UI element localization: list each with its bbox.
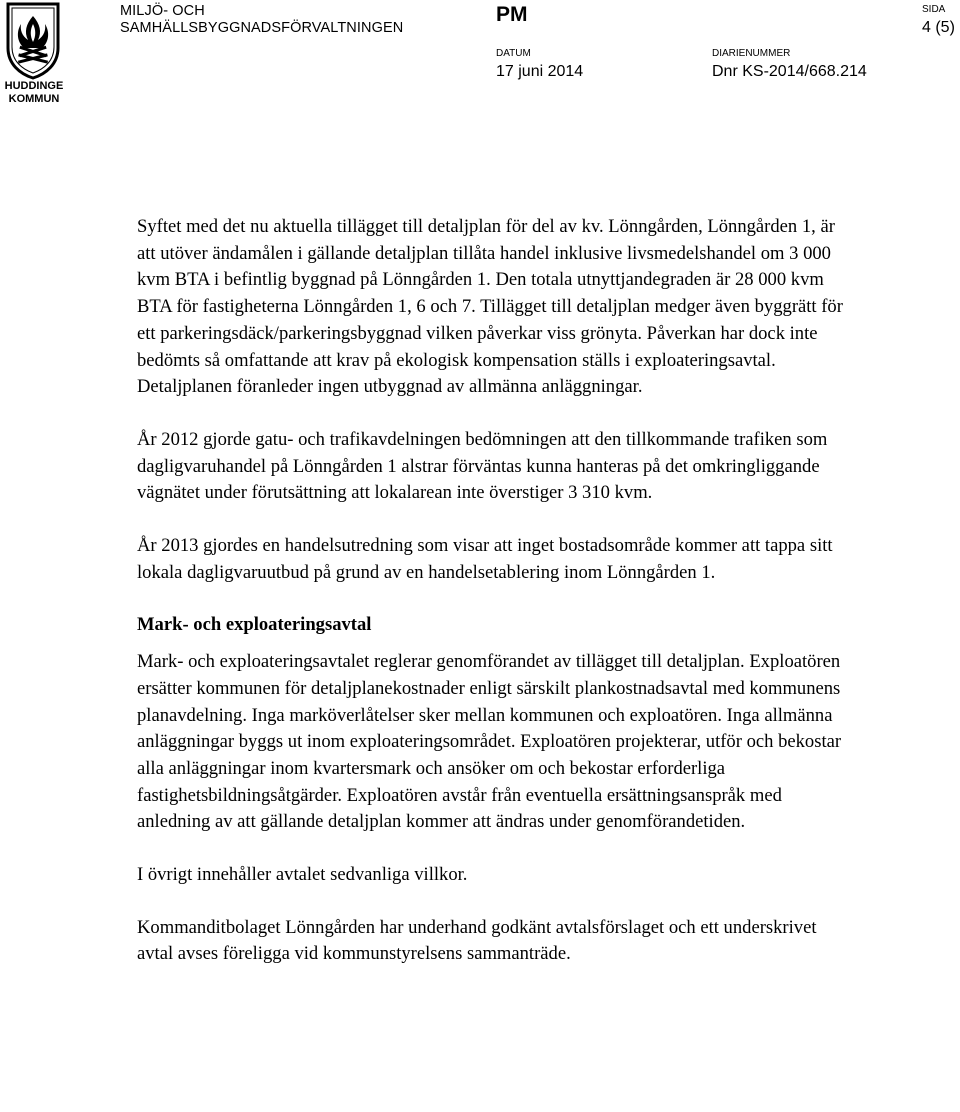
- diary-number-label: DIARIENUMMER: [712, 48, 791, 59]
- page-number: 4 (5): [922, 19, 955, 36]
- paragraph-other-terms: I övrigt innehåller avtalet sedvanliga villkor.: [137, 864, 468, 886]
- logo-text: HUDDINGE KOMMUN: [4, 80, 64, 105]
- section-heading: Mark- och exploateringsavtal: [137, 614, 372, 636]
- department-name: [120, 3, 403, 37]
- date-label: DATUM: [496, 48, 531, 59]
- paragraph-retail-study: År 2013 gjordes en handelsutredning som visar att inget bostadsområde kommer att tappa sitt lokala dagligvaruutbud på grund av en handelsetablering inom Lönngården 1.: [137, 535, 833, 583]
- municipality-logo: [2, 2, 64, 106]
- document-type: PM: [496, 3, 528, 26]
- document-body: [137, 214, 847, 994]
- diary-number-value: Dnr KS-2014/668.214: [712, 63, 867, 80]
- paragraph-approval: Kommanditbolaget Lönngården har underhand godkänt avtalsförslaget och ett underskrivet avtal avses föreligga vid kommunstyrelsens sammanträde.: [137, 916, 817, 965]
- department-line-1: MILJÖ- OCH: [120, 3, 205, 19]
- page-label: SIDA: [922, 4, 946, 15]
- paragraph-traffic: År 2012 gjorde gatu- och trafikavdelningen bedömningen att den tillkommande trafiken som dagligvaruhandel på Lönngården 1 alstrar förväntas kunna hanteras på det omkringliggande vägnätet under förutsättning att lokalarean inte överstiger 3 310 kvm.: [137, 428, 828, 504]
- date-value: 17 juni 2014: [496, 63, 584, 80]
- coat-of-arms-icon: [2, 2, 64, 80]
- document-header: [0, 0, 960, 110]
- paragraph-agreement: Mark- och exploateringsavtalet reglerar genomförandet av tillägget till detaljplan. Exploatören ersätter kommunen för detaljplanekostnader enligt särskilt plankostnadsavtal med kommunens planavdelning. Inga marköverlåtelser sker mellan kommunen och exploatören. Inga allmänna anläggningar byggs ut inom exploateringsområdet. Exploatören projekterar, utför och bekostar alla anläggningar inom kvartersmark och ansöker om och bekostar erforderliga fastighetsbildningsåtgärder. Exploatören avstår från eventuella ersättningsanspråk med anledning av att gällande detaljplan kommer att ändras under genomförandetiden.: [137, 651, 842, 833]
- paragraph-purpose: Syftet med det nu aktuella tillägget till detaljplan för del av kv. Lönngården, Lönngården 1, är att utöver ändamålen i gällande detaljplan tillåta handel inklusive livsmedelshandel om 3 000 kvm BTA i befintlig byggnad på Lönngården 1. Den totala utnyttjandegraden är 28 000 kvm BTA för fastigheterna Lönngården 1, 6 och 7. Tillägget till detaljplan medger även byggrätt för ett parkeringsdäck/parkeringsbyggnad vilken påverkar viss grönyta. Påverkan har dock inte bedömts så omfattande att krav på ekologisk kompensation ställs i exploateringsavtal. Detaljplanen föranleder ingen utbyggnad av allmänna anläggningar.: [137, 216, 843, 398]
- department-line-2: SAMHÄLLSBYGGNADSFÖRVALTNINGEN: [120, 20, 404, 36]
